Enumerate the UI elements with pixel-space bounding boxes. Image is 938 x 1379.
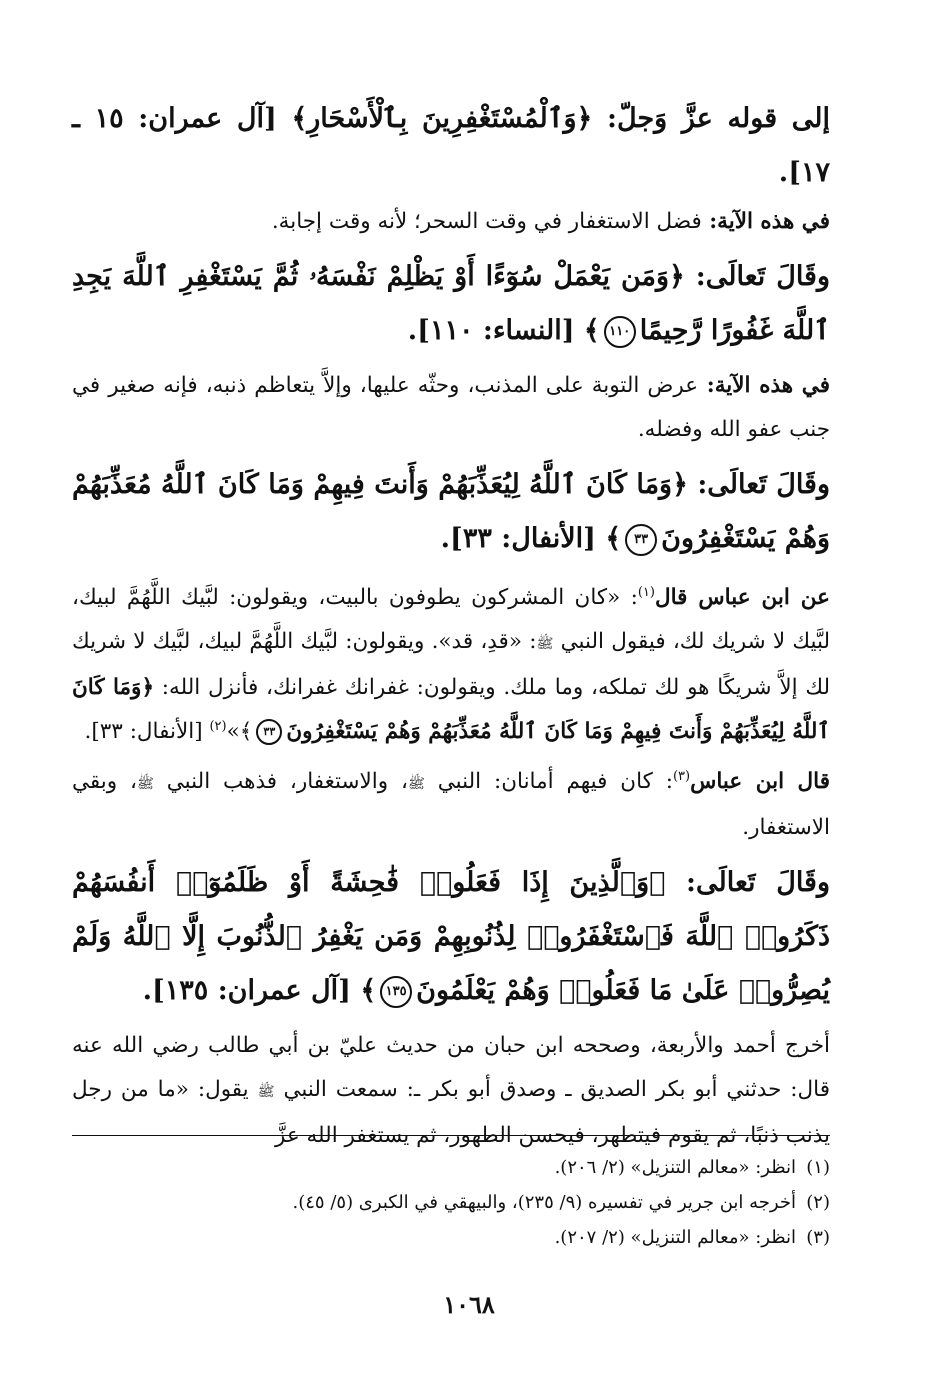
- commentary-paragraph-2: [72, 364, 830, 452]
- verse-reference: [النساء: ١١٠].: [407, 315, 584, 346]
- quran-text: ﴿وَٱلَّذِينَ إِذَا فَعَلُوا۟ فَٰحِشَةً أَوْ ظَلَمُوٓا۟ أَنفُسَهُمْ ذَكَرُوا۟ ٱللَّهَ فَٱسْتَغْفَرُوا۟ لِذُنُوبِهِمْ وَمَن يَغْفِرُ ٱلذُّنُوبَ إِلَّا ٱللَّهُ وَلَمْ يُصِرُّوا۟ عَلَىٰ مَا فَعَلُوا۟ وَهُمْ يَعْلَمُونَ: [72, 867, 830, 1006]
- paragraph-lead: في هذه الآية:: [701, 209, 830, 234]
- footnote-ref: (١): [637, 584, 655, 600]
- paragraph-text: أخرج أحمد والأربعة، وصححه ابن حبان من حديث عليّ بن أبي طالب رضي الله عنه قال: حدثني أبو بكر الصديق ـ وصدق أبو بكر ـ: سمعت النبي: [72, 1033, 830, 1102]
- page-number: ١٠٦٨: [443, 1290, 495, 1319]
- quran-close: ﴾»: [226, 719, 253, 744]
- quran-close: ﴾: [360, 975, 377, 1006]
- quran-text: ﴿وَمَا كَانَ ٱللَّهُ لِيُعَذِّبَهُمْ وَأَنتَ فِيهِمْ وَمَا كَانَ ٱللَّهُ مُعَذِّبَهُمْ وَهُمْ يَسْتَغْفِرُونَ: [72, 469, 830, 554]
- verse-reference: [الأنفال: ٣٣].: [84, 719, 210, 744]
- footnote-number: (٣): [806, 1227, 830, 1248]
- paragraph-text: ، والاستغفار، فذهب النبي: [153, 769, 408, 794]
- commentary-paragraph-1: [72, 200, 830, 244]
- hadith-paragraph-3: [72, 1024, 830, 1158]
- ayah-number-mark: ١٣٥: [380, 976, 412, 1008]
- paragraph-lead: وقَالَ تَعالَى:: [665, 867, 830, 898]
- ayah-number-mark: ١١٠: [604, 316, 636, 348]
- paragraph-text: ، وبقي الاستغفار.: [72, 769, 830, 840]
- verse-reference: [آل عمران: ١٥ ـ ١٧].: [72, 103, 830, 188]
- footnote-item: [72, 1150, 830, 1185]
- footnotes: [72, 1150, 830, 1255]
- verse-paragraph-1: [72, 92, 830, 200]
- salutation-mark: ﷺ: [257, 1084, 275, 1100]
- footnote-number: (٢): [806, 1192, 830, 1213]
- paragraph-lead: عن ابن عباس قال: [654, 585, 830, 610]
- quran-close: ﴾: [583, 315, 600, 346]
- paragraph-text: : «قدِ، قد». ويقولون: لبَّيك اللَّهُمَّ لبيك، لبَّيك لا شريك لك إلاَّ شريكًا هو لك تملكه، وما ملك. ويقولون: غفرانك غفرانك، فأنزل الله:: [72, 629, 830, 700]
- ayah-number-mark: ٣٣: [625, 524, 657, 556]
- verse-paragraph-4: [72, 856, 830, 1018]
- paragraph-lead: وقَالَ تَعالَى:: [684, 261, 830, 292]
- paragraph-lead: قال ابن عباس: [690, 769, 831, 794]
- footnote-item: [72, 1220, 830, 1255]
- verse-paragraph-3: [72, 458, 830, 566]
- verse-reference: [آل عمران: ١٣٥].: [142, 975, 361, 1006]
- paragraph-text: عرض التوبة على المذنب، وحثّه عليها، وإلاَّ يتعاظم ذنبه، فإنه صغير في جنب عفو الله وفضله.: [72, 373, 830, 442]
- footnote-item: [72, 1185, 830, 1220]
- footnote-ref: (٢): [209, 718, 227, 734]
- footnote-ref: (٣): [672, 768, 691, 784]
- paragraph-lead: إلى قوله عزَّ وَجلّ:: [592, 103, 831, 134]
- paragraph-lead: في هذه الآية:: [698, 373, 830, 398]
- salutation-mark: ﷺ: [407, 776, 425, 792]
- paragraph-text: فضل الاستغفار في وقت السحر؛ لأنه وقت إجابة.: [271, 209, 702, 234]
- quran-close: ﴾: [605, 523, 622, 554]
- footnote-number: (١): [806, 1157, 830, 1178]
- hadith-paragraph-2: [72, 760, 830, 850]
- footnote-text: انظر: «معالم التنزيل» (٢/ ٢٠٦).: [554, 1157, 796, 1178]
- footnote-text: أخرجه ابن جرير في تفسيره (٩/ ٢٣٥)، والبيهقي في الكبرى (٥/ ٤٥).: [292, 1192, 796, 1213]
- quran-text: ﴿وَٱلْمُسْتَغْفِرِينَ بِٱلْأَسْحَارِ﴾: [291, 103, 593, 134]
- quran-text: ﴿وَمَا كَانَ ٱللَّهُ لِيُعَذِّبَهُمْ وَأَنتَ فِيهِمْ وَمَا كَانَ ٱللَّهُ مُعَذِّبَهُمْ وَهُمْ يَسْتَغْفِرُونَ: [72, 675, 830, 744]
- footnote-text: انظر: «معالم التنزيل» (٢/ ٢٠٧).: [554, 1227, 796, 1248]
- footnote-divider: [72, 1135, 830, 1136]
- paragraph-text: : كان فيهم أمانان: النبي: [424, 769, 673, 794]
- hadith-paragraph-1: [72, 576, 830, 754]
- verse-reference: [الأنفال: ٣٣].: [440, 523, 606, 554]
- paragraph-text: : «كان المشركون يطوفون بالبيت، ويقولون: لبَّيك اللَّهُمَّ لبيك، لبَّيك لا شريك لك، فيقول النبي: [72, 585, 831, 654]
- ayah-number-mark: ٣٣: [256, 719, 282, 745]
- quran-text: ﴿وَمَن يَعْمَلْ سُوٓءًا أَوْ يَظْلِمْ نَفْسَهُۥ ثُمَّ يَسْتَغْفِرِ ٱللَّهَ يَجِدِ ٱللَّهَ غَفُورًا رَّحِيمًا: [72, 261, 830, 346]
- verse-paragraph-2: [72, 250, 830, 358]
- salutation-mark: ﷺ: [536, 636, 554, 652]
- paragraph-text: يقول: «ما من رجل يذنب ذنبًا، ثم يقوم فيتطهر، فيحسن الطهور، ثم يستغفر الله عزَّ: [72, 1077, 830, 1148]
- paragraph-lead: وقَالَ تَعالَى:: [687, 469, 830, 500]
- salutation-mark: ﷺ: [136, 776, 154, 792]
